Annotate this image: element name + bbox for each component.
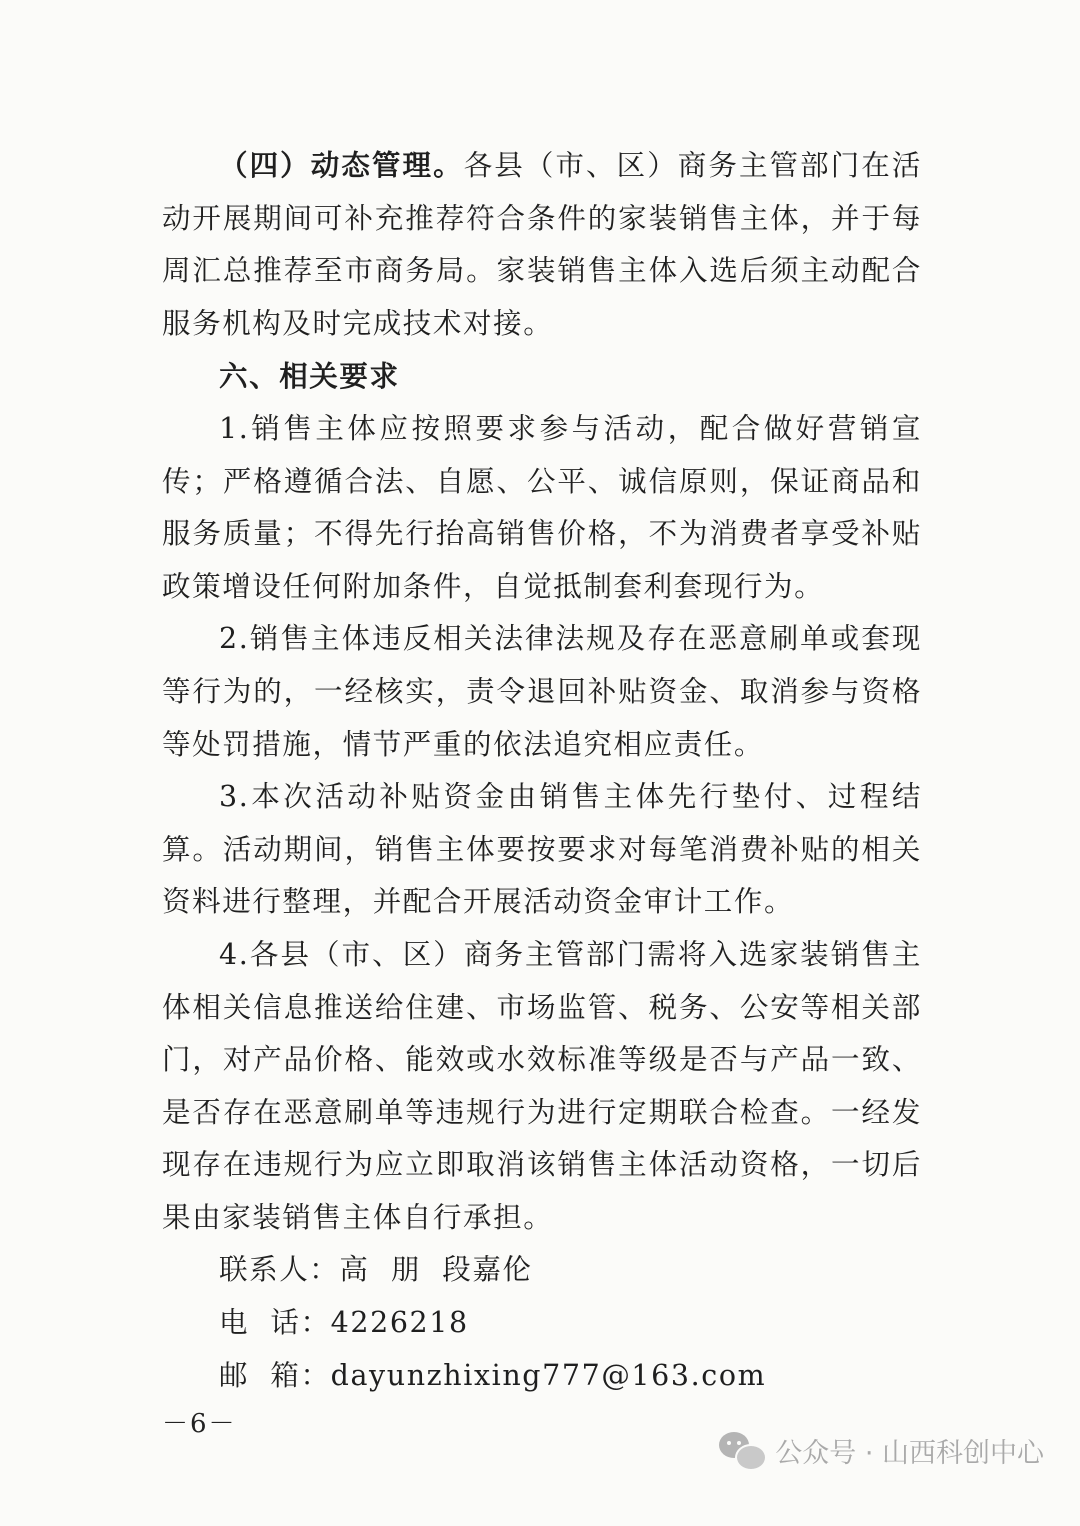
section-heading-requirements: 六、相关要求 [219, 359, 400, 394]
paragraph-lead-bold: （四）动态管理。 [219, 148, 464, 182]
requirement-item-4: 4.各县（市、区）商务主管部门需将入选家装销售主体相关信息推送给住建、市场监管、税务、公安等相关部门，对产品价格、能效或水效标准等级是否与产品一致、是否存在恶意刷单等违规行为进行定期联合检查。一经发现存在违规行为应立即取消该销售主体活动资格，一切后果由家装销售主体自行承担。 [162, 937, 922, 1234]
wechat-icon [719, 1430, 765, 1470]
requirement-item-2: 2.销售主体违反相关法律法规及存在恶意刷单或套现等行为的，一经核实，责令退回补贴资金、取消参与资格等处罚措施，情节严重的依法追究相应责任。 [162, 622, 922, 761]
contact-phone: 电 话：4226218 [219, 1306, 469, 1340]
paragraph-dynamic-management [162, 139, 922, 350]
wechat-watermark [719, 1430, 1044, 1470]
contact-person: 联系人：高 朋 段嘉伦 [219, 1253, 533, 1287]
contact-email: 邮 箱：dayunzhixing777@163.com [219, 1358, 767, 1392]
requirement-item-1: 1.销售主体应按照要求参与活动，配合做好营销宣传；严格遵循合法、自愿、公平、诚信原则，保证商品和服务质量；不得先行抬高销售价格，不为消费者享受补贴政策增设任何附加条件，自觉抵制套利套现行为。 [162, 411, 922, 603]
requirement-item-3: 3.本次活动补贴资金由销售主体先行垫付、过程结算。活动期间，销售主体要按要求对每笔消费补贴的相关资料进行整理，并配合开展活动资金审计工作。 [162, 780, 922, 919]
page-number: －6－ [162, 1409, 237, 1439]
document-body [162, 139, 922, 1402]
watermark-text: 公众号 · 山西科创中心 [775, 1437, 1044, 1469]
paragraph-text: 各县（市、区）商务主管部门在活动开展期间可补充推荐符合条件的家装销售主体，并于每周汇总推荐至市商务局。家装销售主体入选后须主动配合服务机构及时完成技术对接。 [162, 149, 922, 340]
